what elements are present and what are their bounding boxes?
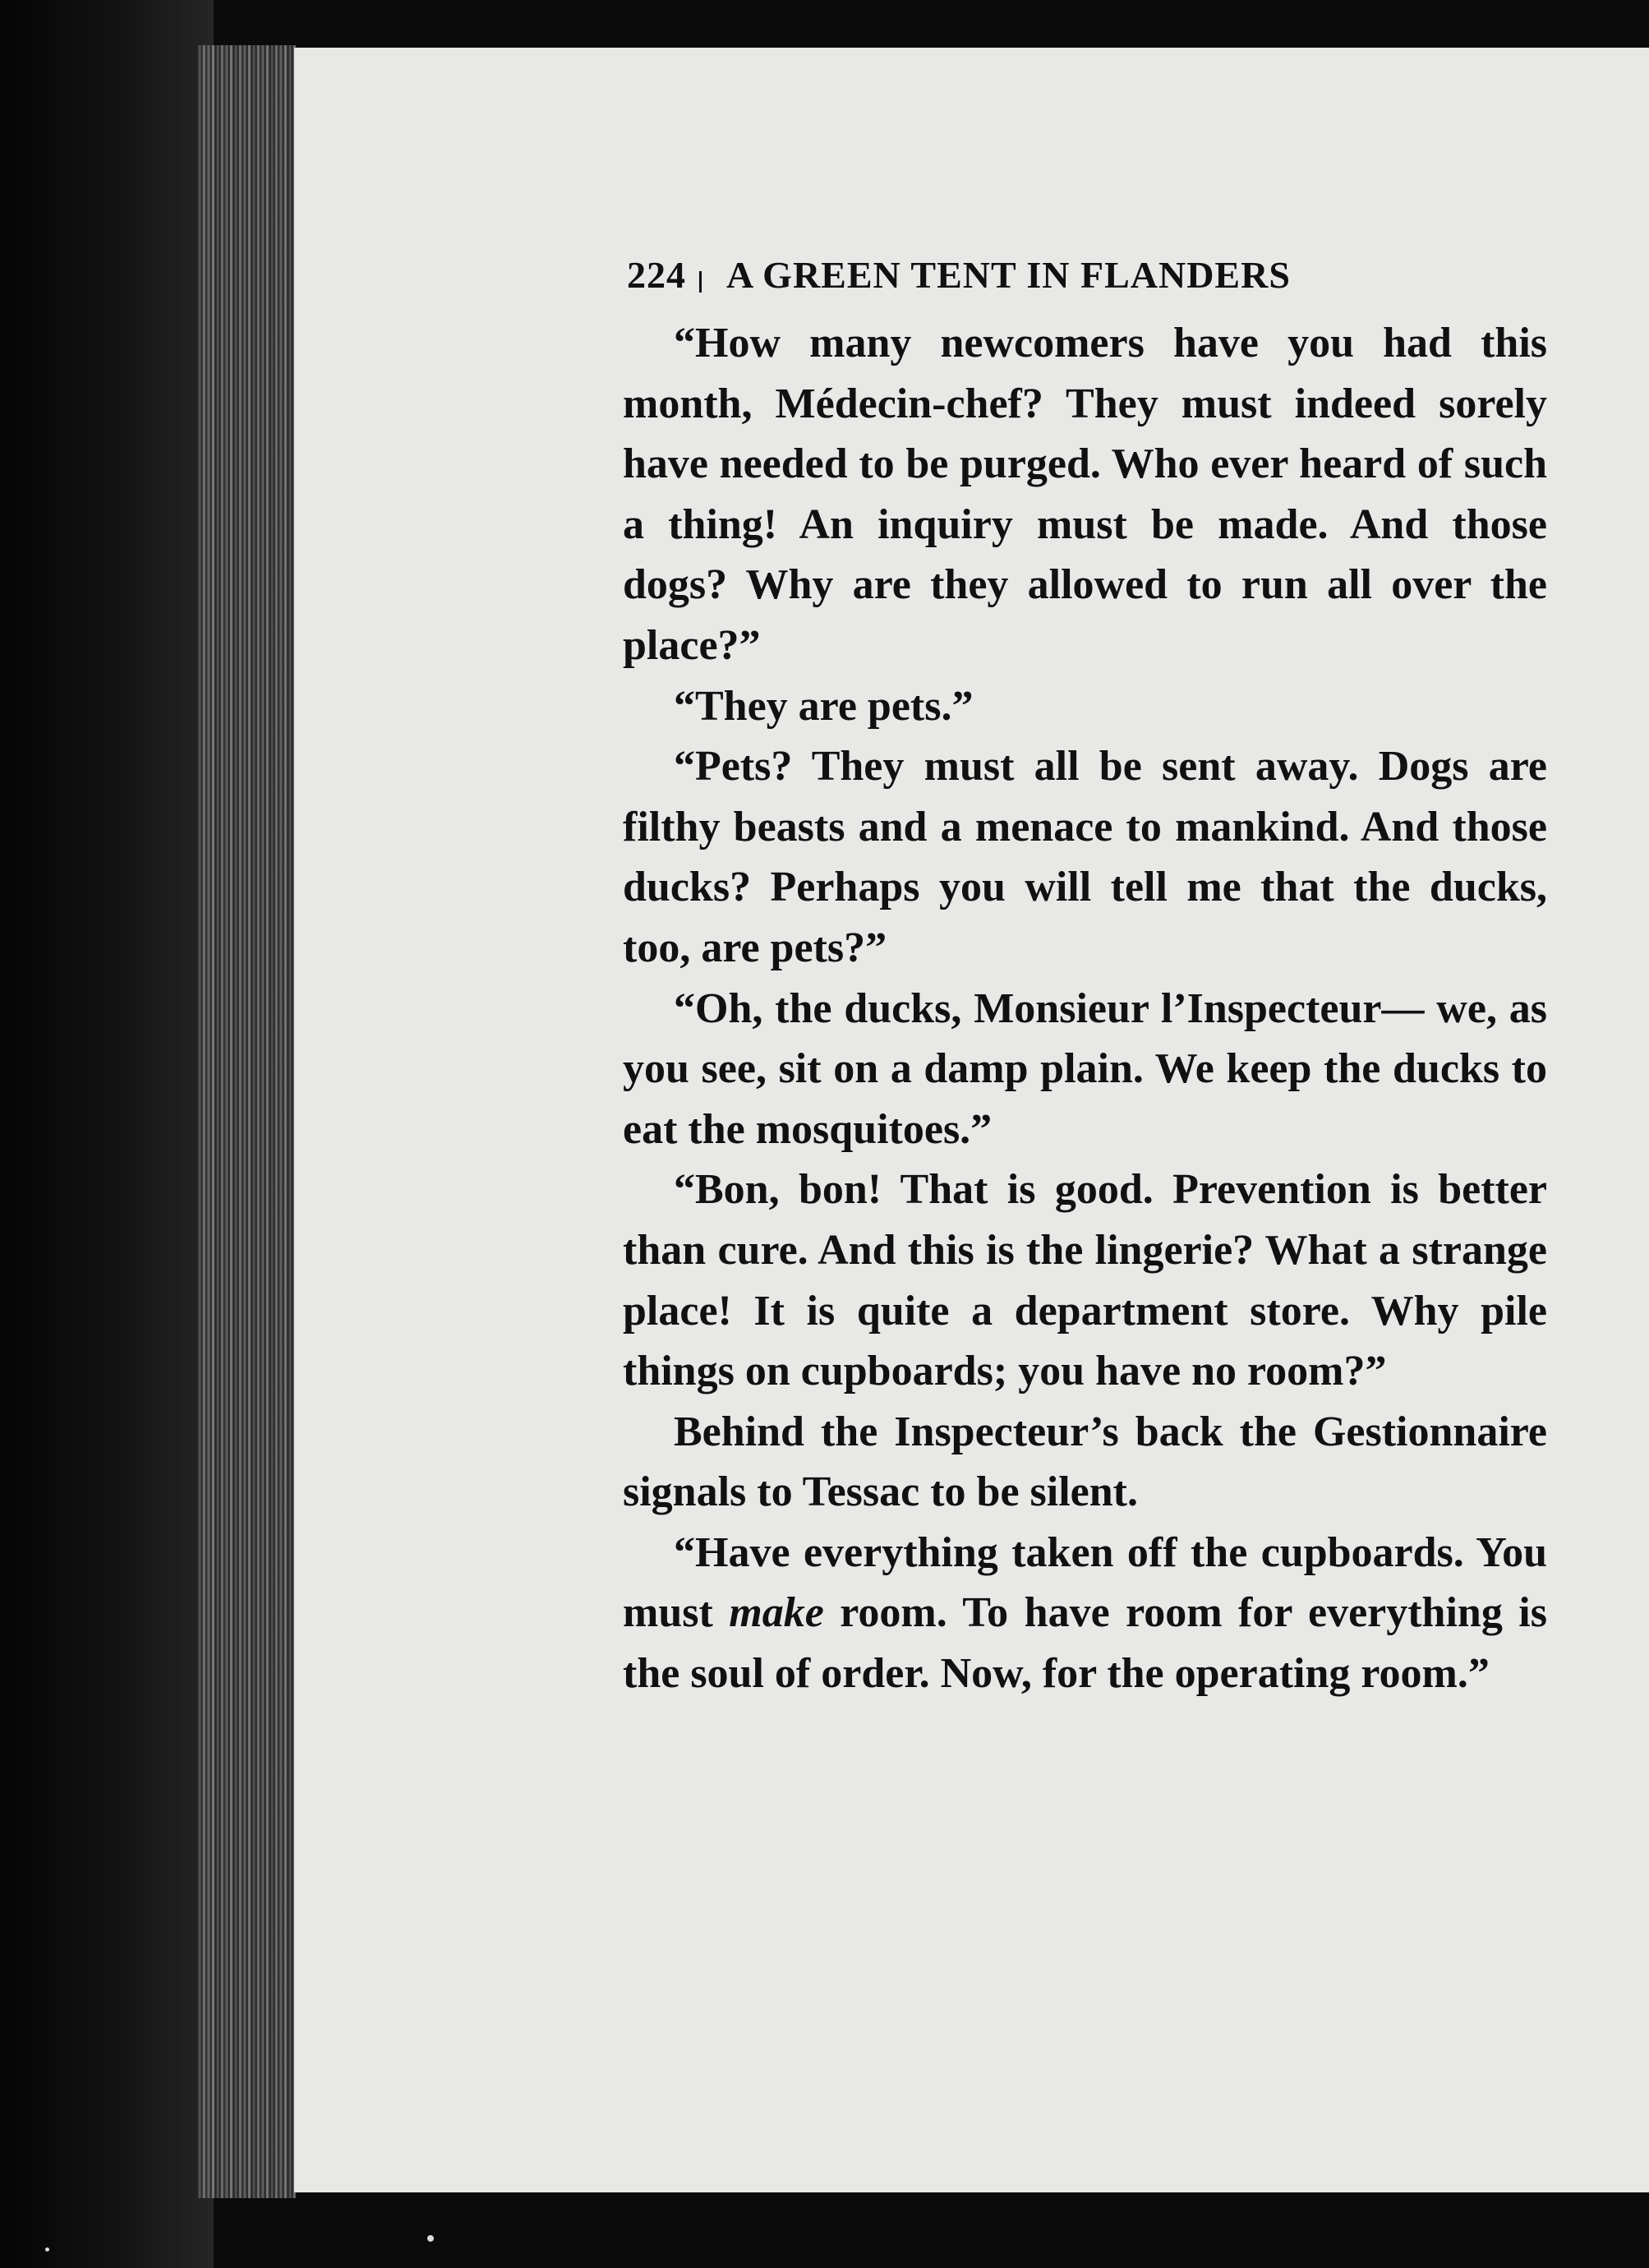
paragraph [623,1523,1547,1704]
text-run: room. To have room for everything is the soul of order. Now, for the operating room.” [623,1589,1547,1698]
dust-speck [427,2235,434,2242]
book-binding-edge [197,45,296,2198]
dust-speck [45,2247,49,2252]
paragraph: “How many newcomers have you had this month, Médecin-chef? They must indeed sorely have needed to be purged. Who ever heard of such a thing! An inquiry must be made. And those dogs? Why are they allowed to run all over the place?” [623,320,1547,669]
book-page [294,48,1649,2192]
page-number: 224 [627,254,686,296]
paragraph: “Pets? They must all be sent away. Dogs are filthy beasts and a menace to mankind. And those ducks? Perhaps you will tell me that the ducks, too, are pets?” [623,743,1547,971]
running-header [627,253,1547,297]
paragraph: “Bon, bon! That is good. Prevention is better than cure. And this is the lingerie? What a strange place! It is quite a department store. Why pile things on cupboards; you have no room?” [623,1166,1547,1395]
header-divider [699,271,702,293]
paragraph: “Oh, the ducks, Monsieur l’Inspecteur— we, as you see, sit on a damp plain. We keep the ducks to eat the mosquitoes.” [623,984,1547,1153]
running-title: A GREEN TENT IN FLANDERS [726,254,1291,296]
paragraph: “They are pets.” [674,682,974,730]
text-run: “Have everything taken off the cupboards. You must [623,1528,1547,1637]
page-content [623,253,1547,1704]
dark-background [0,0,214,2268]
paragraph: Behind the Inspecteur’s back the Gestionnaire signals to Tessac to be silent. [623,1408,1547,1516]
emphasized-word: make [729,1589,824,1637]
